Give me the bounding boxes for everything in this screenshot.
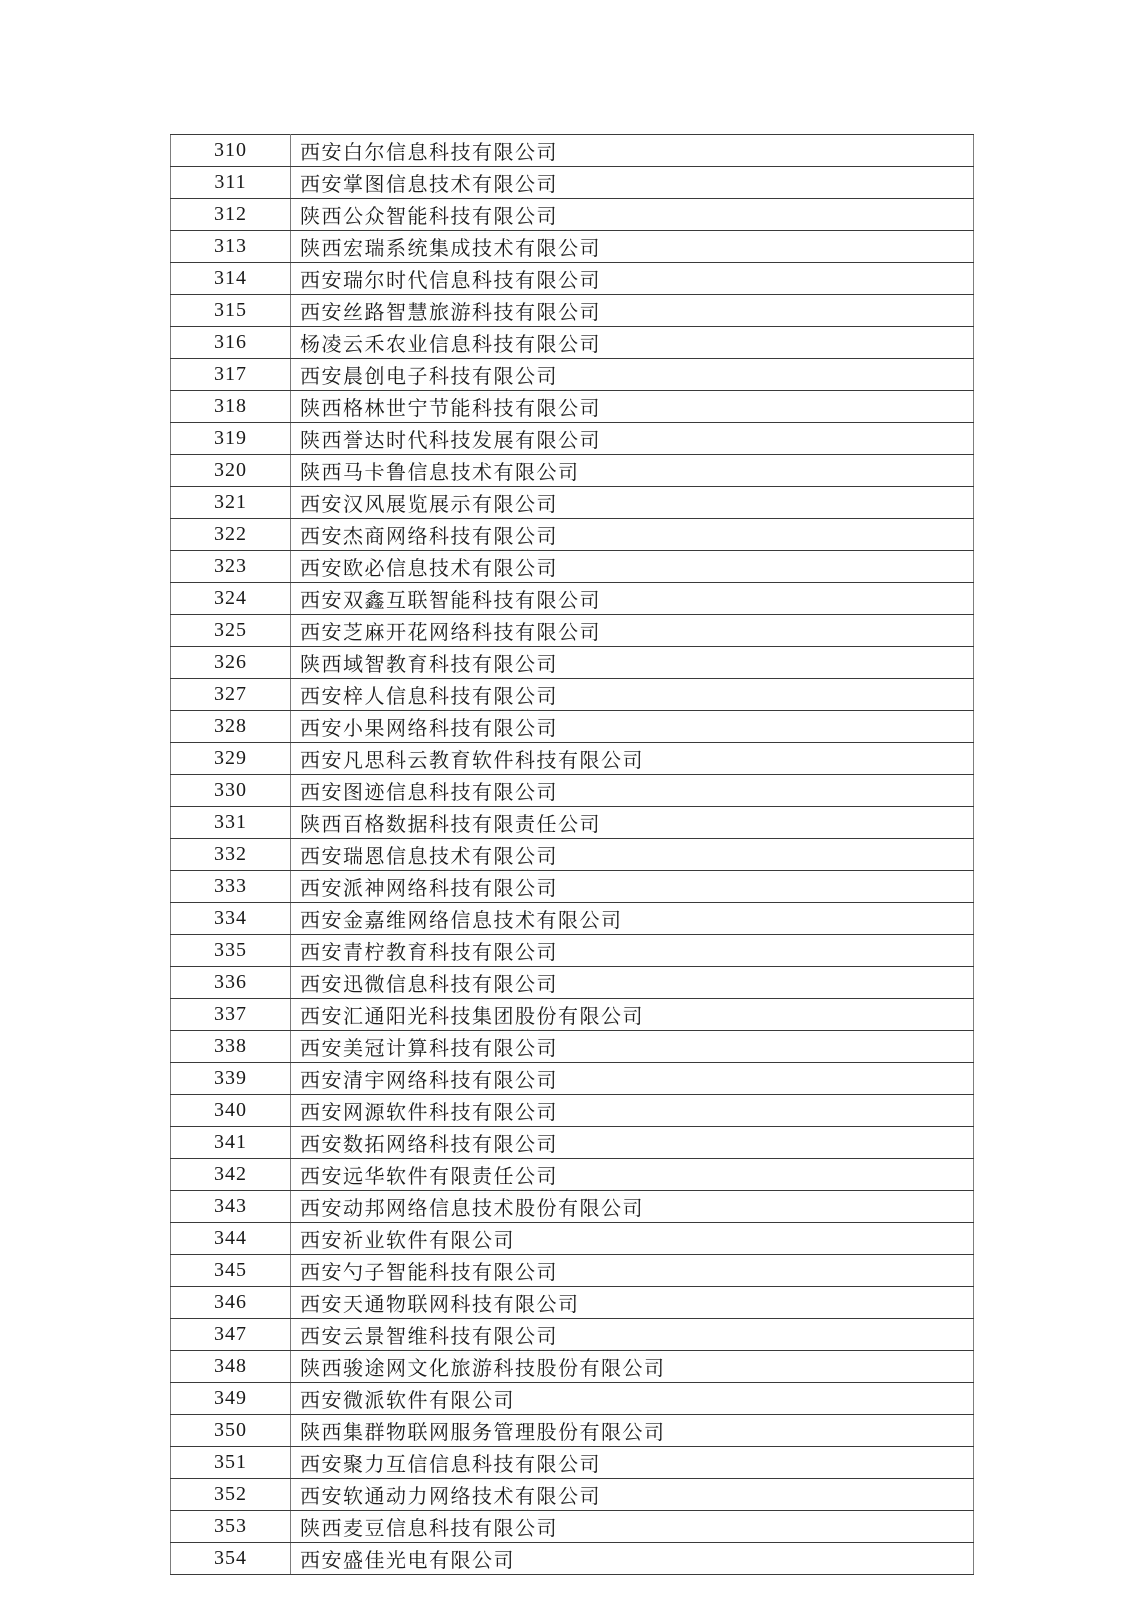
row-index-cell: 336 (171, 967, 291, 999)
company-list-table (170, 134, 974, 1575)
table-row (171, 1351, 974, 1383)
table-row (171, 903, 974, 935)
row-index-cell: 325 (171, 615, 291, 647)
table-row (171, 391, 974, 423)
row-index-cell: 323 (171, 551, 291, 583)
company-name-cell: 西安汉风展览展示有限公司 (291, 487, 974, 519)
table-row (171, 1383, 974, 1415)
company-name-cell: 西安勺子智能科技有限公司 (291, 1255, 974, 1287)
row-index-cell: 311 (171, 167, 291, 199)
table-row (171, 359, 974, 391)
table-row (171, 1223, 974, 1255)
row-index-cell: 322 (171, 519, 291, 551)
table-row (171, 1095, 974, 1127)
company-name-cell: 西安云景智维科技有限公司 (291, 1319, 974, 1351)
company-name-cell: 西安青柠教育科技有限公司 (291, 935, 974, 967)
row-index-cell: 332 (171, 839, 291, 871)
company-name-cell: 西安双鑫互联智能科技有限公司 (291, 583, 974, 615)
company-name-cell: 西安小果网络科技有限公司 (291, 711, 974, 743)
row-index-cell: 327 (171, 679, 291, 711)
company-name-cell: 西安图迹信息科技有限公司 (291, 775, 974, 807)
row-index-cell: 347 (171, 1319, 291, 1351)
row-index-cell: 351 (171, 1447, 291, 1479)
company-name-cell: 西安聚力互信信息科技有限公司 (291, 1447, 974, 1479)
row-index-cell: 328 (171, 711, 291, 743)
company-name-cell: 西安瑞恩信息技术有限公司 (291, 839, 974, 871)
row-index-cell: 344 (171, 1223, 291, 1255)
company-name-cell: 西安美冠计算科技有限公司 (291, 1031, 974, 1063)
table-row (171, 839, 974, 871)
row-index-cell: 329 (171, 743, 291, 775)
company-name-cell: 西安凡思科云教育软件科技有限公司 (291, 743, 974, 775)
row-index-cell: 353 (171, 1511, 291, 1543)
company-name-cell: 陕西百格数据科技有限责任公司 (291, 807, 974, 839)
row-index-cell: 350 (171, 1415, 291, 1447)
row-index-cell: 331 (171, 807, 291, 839)
row-index-cell: 343 (171, 1191, 291, 1223)
table-row (171, 935, 974, 967)
row-index-cell: 345 (171, 1255, 291, 1287)
table-row (171, 807, 974, 839)
table-row (171, 615, 974, 647)
company-name-cell: 西安瑞尔时代信息科技有限公司 (291, 263, 974, 295)
row-index-cell: 354 (171, 1543, 291, 1575)
company-name-cell: 陕西集群物联网服务管理股份有限公司 (291, 1415, 974, 1447)
company-name-cell: 西安梓人信息科技有限公司 (291, 679, 974, 711)
company-name-cell: 西安远华软件有限责任公司 (291, 1159, 974, 1191)
row-index-cell: 312 (171, 199, 291, 231)
table-row (171, 775, 974, 807)
row-index-cell: 316 (171, 327, 291, 359)
company-name-cell: 陕西宏瑞系统集成技术有限公司 (291, 231, 974, 263)
table-row (171, 1479, 974, 1511)
table-row (171, 679, 974, 711)
row-index-cell: 340 (171, 1095, 291, 1127)
table-row (171, 583, 974, 615)
company-name-cell: 西安天通物联网科技有限公司 (291, 1287, 974, 1319)
row-index-cell: 317 (171, 359, 291, 391)
table-row (171, 1415, 974, 1447)
row-index-cell: 342 (171, 1159, 291, 1191)
table-row (171, 167, 974, 199)
table-row (171, 199, 974, 231)
company-name-cell: 西安芝麻开花网络科技有限公司 (291, 615, 974, 647)
row-index-cell: 338 (171, 1031, 291, 1063)
company-name-cell: 西安欧必信息技术有限公司 (291, 551, 974, 583)
table-row (171, 647, 974, 679)
row-index-cell: 324 (171, 583, 291, 615)
table-row (171, 519, 974, 551)
row-index-cell: 349 (171, 1383, 291, 1415)
row-index-cell: 335 (171, 935, 291, 967)
row-index-cell: 334 (171, 903, 291, 935)
table-row (171, 1511, 974, 1543)
company-name-cell: 陕西公众智能科技有限公司 (291, 199, 974, 231)
company-name-cell: 陕西骏途网文化旅游科技股份有限公司 (291, 1351, 974, 1383)
table-row (171, 1543, 974, 1575)
row-index-cell: 319 (171, 423, 291, 455)
company-name-cell: 陕西麦豆信息科技有限公司 (291, 1511, 974, 1543)
table-row (171, 1287, 974, 1319)
table-row (171, 487, 974, 519)
company-name-cell: 西安汇通阳光科技集团股份有限公司 (291, 999, 974, 1031)
company-name-cell: 西安晨创电子科技有限公司 (291, 359, 974, 391)
row-index-cell: 310 (171, 135, 291, 167)
table-row (171, 711, 974, 743)
row-index-cell: 333 (171, 871, 291, 903)
table-row (171, 1255, 974, 1287)
table-row (171, 1319, 974, 1351)
company-name-cell: 西安祈业软件有限公司 (291, 1223, 974, 1255)
table-row (171, 1127, 974, 1159)
table-row (171, 263, 974, 295)
company-name-cell: 西安清宇网络科技有限公司 (291, 1063, 974, 1095)
row-index-cell: 346 (171, 1287, 291, 1319)
company-name-cell: 西安数拓网络科技有限公司 (291, 1127, 974, 1159)
row-index-cell: 341 (171, 1127, 291, 1159)
table-row (171, 1191, 974, 1223)
row-index-cell: 315 (171, 295, 291, 327)
company-name-cell: 西安动邦网络信息技术股份有限公司 (291, 1191, 974, 1223)
company-name-cell: 西安派神网络科技有限公司 (291, 871, 974, 903)
company-name-cell: 西安迅微信息科技有限公司 (291, 967, 974, 999)
table-row (171, 871, 974, 903)
table-row (171, 1031, 974, 1063)
row-index-cell: 326 (171, 647, 291, 679)
company-name-cell: 陕西马卡鲁信息技术有限公司 (291, 455, 974, 487)
table-row (171, 423, 974, 455)
row-index-cell: 330 (171, 775, 291, 807)
table-row (171, 999, 974, 1031)
company-name-cell: 西安网源软件科技有限公司 (291, 1095, 974, 1127)
table-row (171, 455, 974, 487)
row-index-cell: 321 (171, 487, 291, 519)
table-row (171, 551, 974, 583)
company-name-cell: 西安盛佳光电有限公司 (291, 1543, 974, 1575)
company-name-cell: 陕西域智教育科技有限公司 (291, 647, 974, 679)
company-name-cell: 西安丝路智慧旅游科技有限公司 (291, 295, 974, 327)
table-row (171, 1063, 974, 1095)
company-name-cell: 西安白尔信息科技有限公司 (291, 135, 974, 167)
row-index-cell: 352 (171, 1479, 291, 1511)
company-name-cell: 西安杰商网络科技有限公司 (291, 519, 974, 551)
table-row (171, 1447, 974, 1479)
row-index-cell: 339 (171, 1063, 291, 1095)
company-name-cell: 杨凌云禾农业信息科技有限公司 (291, 327, 974, 359)
table-row (171, 327, 974, 359)
company-name-cell: 陕西格林世宁节能科技有限公司 (291, 391, 974, 423)
row-index-cell: 314 (171, 263, 291, 295)
company-table-body (171, 135, 974, 1575)
table-row (171, 1159, 974, 1191)
company-name-cell: 西安微派软件有限公司 (291, 1383, 974, 1415)
table-row (171, 743, 974, 775)
row-index-cell: 318 (171, 391, 291, 423)
table-row (171, 135, 974, 167)
row-index-cell: 337 (171, 999, 291, 1031)
row-index-cell: 313 (171, 231, 291, 263)
company-name-cell: 陕西誉达时代科技发展有限公司 (291, 423, 974, 455)
row-index-cell: 320 (171, 455, 291, 487)
company-name-cell: 西安金嘉维网络信息技术有限公司 (291, 903, 974, 935)
table-row (171, 967, 974, 999)
company-name-cell: 西安软通动力网络技术有限公司 (291, 1479, 974, 1511)
table-row (171, 295, 974, 327)
table-row (171, 231, 974, 263)
company-name-cell: 西安掌图信息技术有限公司 (291, 167, 974, 199)
row-index-cell: 348 (171, 1351, 291, 1383)
